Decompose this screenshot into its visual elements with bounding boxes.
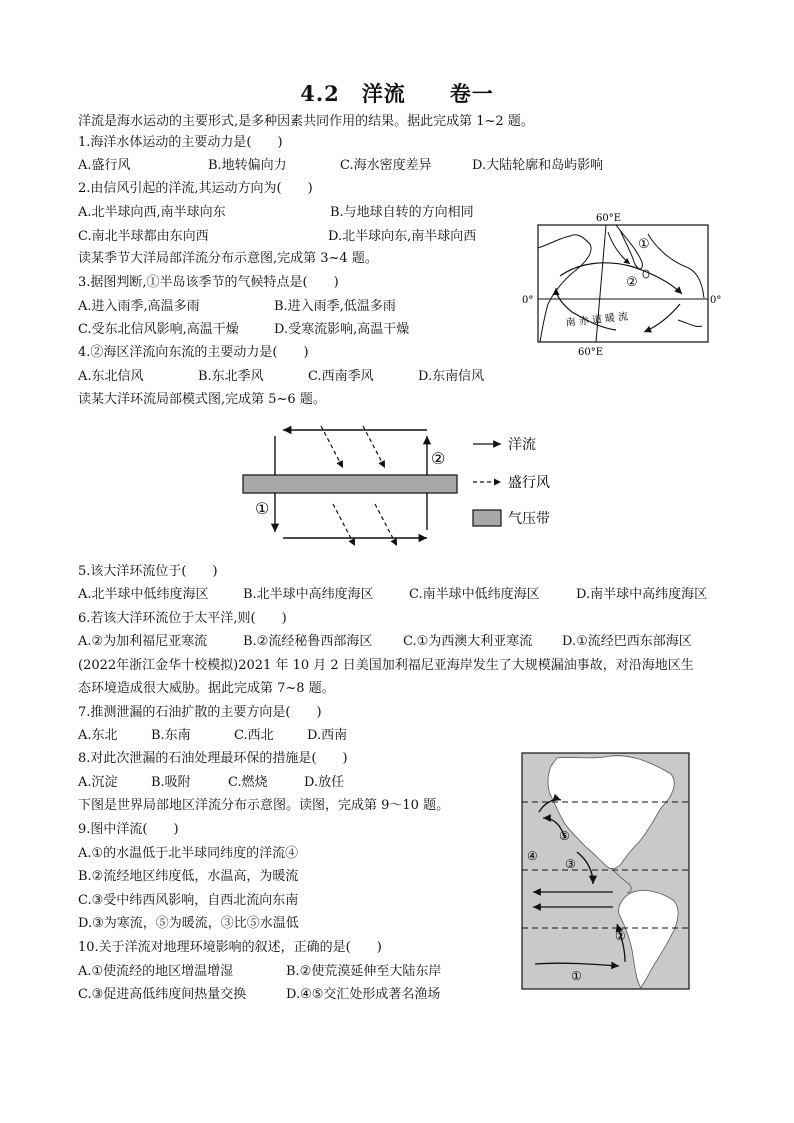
americas-current-map — [521, 752, 691, 992]
page-title: 4.2 洋流 卷一 — [300, 81, 494, 106]
question-10-stem: 10.关于洋流对地理环境影响的叙述，正确的是( ) — [78, 940, 382, 955]
q4-option-d: D.东南信风 — [418, 369, 485, 384]
q7-option-d: D.西南 — [307, 728, 348, 743]
q6-option-a: A.②为加利福尼亚寒流 — [78, 634, 208, 649]
q9-option-d: D.③为寒流，⑤为暖流，③比⑤水温低 — [78, 916, 299, 931]
q7-option-b: B.东南 — [151, 728, 191, 743]
q6-option-c: C.①为西澳大利亚寒流 — [403, 634, 533, 649]
intro-q1-2: 洋流是海水运动的主要形式,是多种因素共同作用的结果。据此完成第 1~2 题。 — [78, 114, 534, 129]
fig3-label-2: ② — [615, 929, 626, 943]
fig1-current-label: 南 赤 道 暖 流 — [565, 311, 629, 329]
q1-option-d: D.大陆轮廓和岛屿影响 — [472, 158, 604, 173]
fig1-lat-right: 0° — [710, 295, 722, 306]
fig3-label-5: ⑤ — [559, 829, 570, 843]
q6-option-b: B.②流经秘鲁西部海区 — [243, 634, 373, 649]
q5-option-a: A.北半球中低纬度海区 — [78, 587, 209, 602]
q4-option-b: B.东北季风 — [198, 369, 264, 384]
legend-current-label: 洋流 — [508, 437, 536, 453]
q7-option-c: C.西北 — [234, 728, 274, 743]
q4-option-a: A.东北信风 — [78, 369, 144, 384]
intro-q9-10: 下图是世界局部地区洋流分布示意图。读图，完成第 9～10 题。 — [78, 798, 450, 813]
question-8-stem: 8.对此次泄漏的石油处理最环保的措施是( ) — [78, 751, 348, 766]
fig1-lat-left: 0° — [522, 295, 534, 306]
q2-option-a: A.北半球向西,南半球向东 — [78, 205, 226, 220]
intro-q7-8-line2: 态环境造成很大威胁。据此完成第 7~8 题。 — [78, 681, 335, 696]
q1-option-c: C.海水密度差异 — [340, 158, 432, 173]
q1-option-b: B.地转偏向力 — [208, 158, 287, 173]
fig1-label-2: ② — [626, 275, 638, 290]
intro-q7-8-line1: (2022年浙江金华十校模拟)2021 年 10 月 2 日美国加利福尼亚海岸发生了大规模漏油事故，对沿海地区生 — [78, 658, 694, 673]
q6-option-d: D.①流经巴西东部海区 — [562, 634, 692, 649]
q10-option-c: C.③促进高低纬度间热量交换 — [78, 987, 247, 1002]
fig3-label-4: ④ — [527, 849, 538, 863]
q8-option-c: C.燃烧 — [228, 775, 268, 790]
q5-option-c: C.南半球中低纬度海区 — [409, 587, 540, 602]
q10-option-b: B.②使荒漠延伸至大陆东岸 — [286, 964, 442, 979]
q3-option-d: D.受寒流影响,高温干燥 — [274, 322, 410, 337]
q1-option-a: A.盛行风 — [78, 158, 131, 173]
fig3-label-1: ① — [571, 969, 582, 983]
legend-belt-label: 气压带 — [508, 511, 550, 527]
fig2-label-1: ① — [255, 499, 270, 518]
q8-option-a: A.沉淀 — [78, 775, 118, 790]
q10-option-a: A.①使流经的地区增温增湿 — [78, 964, 234, 979]
q2-option-b: B.与地球自转的方向相同 — [330, 205, 474, 220]
question-1-stem: 1.海洋水体运动的主要动力是( ) — [78, 135, 283, 150]
fig1-lon-bottom: 60°E — [578, 347, 604, 358]
question-4-stem: 4.②海区洋流向东流的主要动力是( ) — [78, 345, 309, 360]
question-6-stem: 6.若该大洋环流位于太平洋,则( ) — [78, 611, 287, 626]
fig2-label-2: ② — [431, 449, 446, 468]
q2-option-c: C.南北半球都由东向西 — [78, 229, 209, 244]
q9-option-b: B.②流经地区纬度低，水温高，为暖流 — [78, 869, 299, 884]
q3-option-a: A.进入雨季,高温多雨 — [78, 299, 200, 314]
intro-q5-6: 读某大洋环流局部模式图,完成第 5~6 题。 — [78, 392, 326, 407]
question-2-stem: 2.由信风引起的洋流,其运动方向为( ) — [78, 181, 313, 196]
q2-option-d: D.北半球向东,南半球向西 — [328, 229, 477, 244]
ocean-circulation-model-diagram — [235, 420, 575, 555]
legend-wind-label: 盛行风 — [508, 475, 550, 491]
fig3-label-3: ③ — [565, 857, 576, 871]
q9-option-a: A.①的水温低于北半球同纬度的洋流④ — [78, 846, 299, 861]
question-9-stem: 9.图中洋流( ) — [78, 822, 179, 837]
question-7-stem: 7.推测泄漏的石油扩散的主要方向是( ) — [78, 705, 322, 720]
q5-option-d: D.南半球中高纬度海区 — [576, 587, 708, 602]
intro-q3-4: 读某季节大洋局部洋流分布示意图,完成第 3~4 题。 — [78, 251, 378, 266]
q7-option-a: A.东北 — [78, 728, 118, 743]
fig1-lon-top: 60°E — [596, 213, 622, 224]
question-3-stem: 3.据图判断,①半岛该季节的气候特点是( ) — [78, 275, 339, 290]
q10-option-d: D.④⑤交汇处形成著名渔场 — [286, 987, 441, 1002]
fig1-label-1: ① — [638, 237, 650, 252]
q8-option-d: D.放任 — [304, 775, 345, 790]
q4-option-c: C.西南季风 — [308, 369, 374, 384]
q3-option-b: B.进入雨季,低温多雨 — [274, 299, 396, 314]
q9-option-c: C.③受中纬西风影响，自西北流向东南 — [78, 893, 299, 908]
indian-ocean-current-map — [520, 208, 725, 360]
q8-option-b: B.吸附 — [151, 775, 191, 790]
q3-option-c: C.受东北信风影响,高温干燥 — [78, 322, 239, 337]
q5-option-b: B.北半球中高纬度海区 — [243, 587, 374, 602]
question-5-stem: 5.该大洋环流位于( ) — [78, 564, 218, 579]
